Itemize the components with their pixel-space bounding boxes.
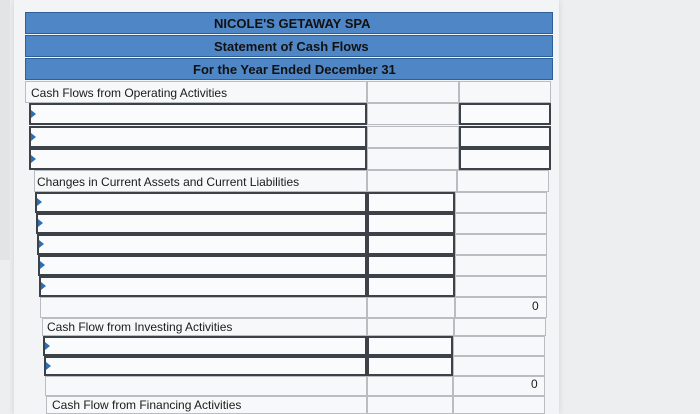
changes-item-5-amount[interactable] xyxy=(367,276,455,297)
operating-item-1-input[interactable] xyxy=(29,103,367,125)
investing-label: Cash Flow from Investing Activities xyxy=(47,320,233,334)
investing-total-blank xyxy=(367,376,453,396)
investing-item-1-total xyxy=(453,336,545,356)
changes-label: Changes in Current Assets and Current Liabilities xyxy=(37,175,300,189)
changes-item-1-input[interactable] xyxy=(35,192,367,213)
changes-item-5-total xyxy=(455,276,547,297)
financing-amount-cell xyxy=(367,396,453,414)
row-marker-icon xyxy=(39,240,44,248)
investing-item-2-total xyxy=(453,356,545,376)
header-company-row xyxy=(25,12,553,34)
financing-total-cell xyxy=(453,396,545,414)
investing-total-value: 0 xyxy=(531,377,538,391)
changes-item-5-input[interactable] xyxy=(39,276,367,297)
changes-item-3-total xyxy=(455,234,547,255)
investing-item-1-input[interactable] xyxy=(43,336,367,356)
row-marker-icon xyxy=(41,282,46,290)
operating-activities-label: Cash Flows from Operating Activities xyxy=(31,86,228,100)
changes-item-2-amount[interactable] xyxy=(367,213,455,234)
changes-amount-cell xyxy=(367,170,457,192)
operating-item-2-blank xyxy=(367,126,459,148)
investing-item-2-input[interactable] xyxy=(44,356,367,376)
changes-item-2-total xyxy=(455,213,547,234)
operating-item-2-input[interactable] xyxy=(29,126,367,148)
header-statement-row xyxy=(25,35,553,57)
header-period-row xyxy=(25,58,553,80)
company-title: NICOLE'S GETAWAY SPA xyxy=(214,16,371,31)
financing-label: Cash Flow from Financing Activities xyxy=(52,398,242,412)
changes-item-4-total xyxy=(455,255,547,276)
row-marker-icon xyxy=(31,133,36,141)
operating-item-3-input[interactable] xyxy=(29,148,367,170)
operating-total-cell xyxy=(459,81,551,103)
operating-item-3-blank xyxy=(367,148,459,170)
changes-item-3-input[interactable] xyxy=(37,234,367,255)
changes-item-3-amount[interactable] xyxy=(367,234,455,255)
page-edge xyxy=(0,0,10,260)
changes-total-label-cell xyxy=(40,297,367,318)
row-marker-icon xyxy=(31,155,36,163)
row-marker-icon xyxy=(37,198,42,206)
operating-item-1-amount[interactable] xyxy=(459,103,551,125)
investing-total-cell xyxy=(454,318,546,336)
changes-total-blank xyxy=(367,297,455,318)
row-marker-icon xyxy=(46,362,51,370)
period-title: For the Year Ended December 31 xyxy=(193,62,396,77)
row-marker-icon xyxy=(31,110,36,118)
operating-item-1-blank xyxy=(367,103,459,125)
investing-item-2-amount[interactable] xyxy=(367,356,453,376)
changes-total-value: 0 xyxy=(532,299,539,313)
investing-amount-cell xyxy=(367,318,454,336)
changes-item-4-input[interactable] xyxy=(38,255,367,276)
changes-item-1-amount[interactable] xyxy=(367,192,455,213)
row-marker-icon xyxy=(40,261,45,269)
changes-item-4-amount[interactable] xyxy=(367,255,455,276)
operating-amount-cell xyxy=(367,81,459,103)
changes-total-cell xyxy=(457,170,549,192)
operating-item-2-amount[interactable] xyxy=(459,126,551,148)
statement-title: Statement of Cash Flows xyxy=(214,39,369,54)
row-marker-icon xyxy=(45,342,50,350)
changes-item-2-input[interactable] xyxy=(36,213,367,234)
investing-item-1-amount[interactable] xyxy=(367,336,453,356)
operating-item-3-amount[interactable] xyxy=(459,148,551,170)
row-marker-icon xyxy=(38,219,43,227)
changes-item-1-total xyxy=(455,192,547,213)
investing-total-label-cell xyxy=(45,376,367,396)
